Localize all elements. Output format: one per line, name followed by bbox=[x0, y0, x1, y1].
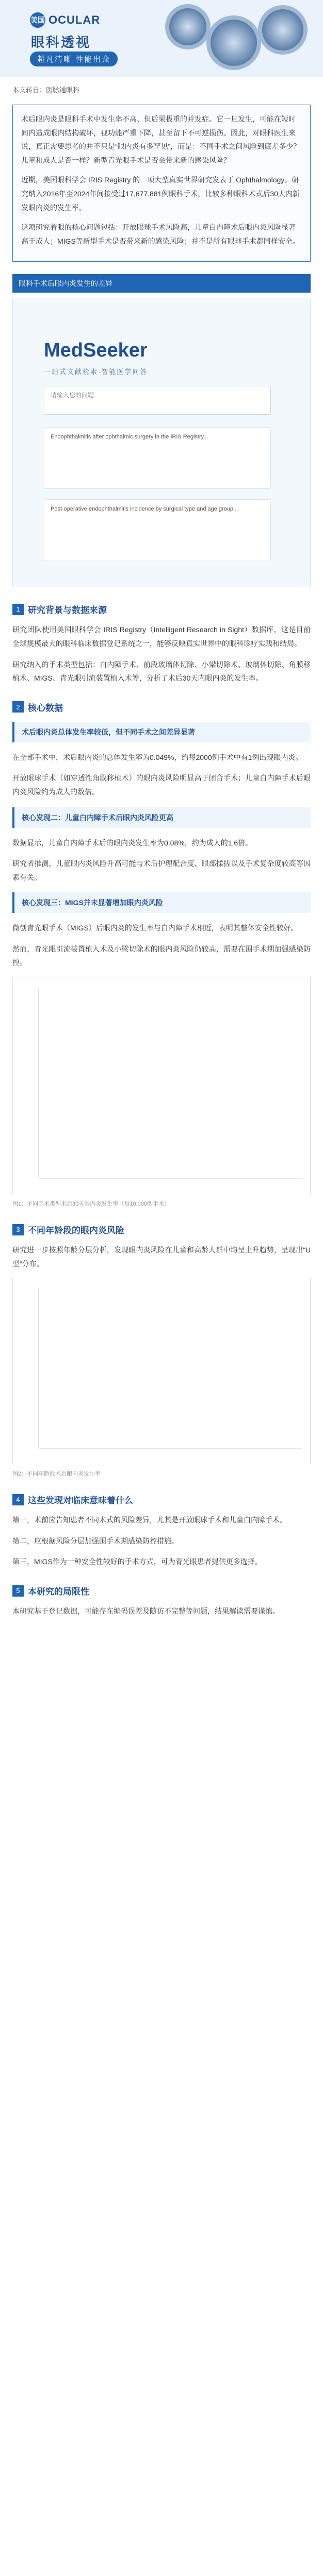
body-paragraph: 研究者推测，儿童眼内炎风险升高可能与术后护理配合度、眼部揉搓以及手术复杂度较高等因素有关。 bbox=[12, 859, 311, 882]
section-number: 5 bbox=[12, 1585, 24, 1597]
section-number: 2 bbox=[12, 701, 24, 713]
figure-caption: 图1：不同手术类型术后30天眼内炎发生率（每10,000例手术） bbox=[12, 1201, 170, 1208]
section-number: 3 bbox=[12, 1224, 24, 1235]
section-title: 这些发现对临床意味着什么 bbox=[28, 1496, 133, 1506]
body-paragraph: 第一，术前应告知患者不同术式的风险差异，尤其是开放眼球手术和儿童白内障手术。 bbox=[12, 1516, 287, 1524]
body-paragraph: 研究纳入的手术类型包括：白内障手术、前段玻璃体切除、小梁切除术、玻璃体切除、角膜移植术、MIGS、青光眼引流装置植入术等，分析了术后30天内眼内炎的发生率。 bbox=[12, 660, 311, 683]
medseeker-ad[interactable] bbox=[12, 298, 311, 587]
body-paragraph: 研究团队使用美国眼科学会 IRIS Registry（Intelligent Research in Sight）数据库，这是目前全球规模最大的眼科临床数据登记系统之一，能够反映真实世界中的眼科诊疗实践和结局。 bbox=[12, 625, 311, 648]
brand-logo bbox=[30, 12, 100, 28]
medseeker-logo: MedSeeker bbox=[44, 340, 148, 362]
figure-1 bbox=[12, 977, 311, 1194]
section-heading bbox=[12, 701, 311, 714]
section-title: 核心数据 bbox=[28, 703, 63, 713]
figure-1-chart bbox=[13, 977, 310, 1194]
medseeker-card[interactable]: Post-operative endophthalmitis incidence by surgical type and age group... bbox=[44, 499, 271, 561]
section-title: 不同年龄段的眼内炎风险 bbox=[28, 1226, 124, 1236]
lens-image bbox=[258, 5, 308, 55]
medseeker-tagline: 一站式文献检索·智能医学问答 bbox=[44, 368, 148, 376]
body-paragraph: 在全部手术中，术后眼内炎的总体发生率为0.049%，约每2000例手术中有1例出现眼内炎。 bbox=[12, 753, 303, 761]
logo-mark: 美国 bbox=[30, 12, 45, 28]
section-number: 4 bbox=[12, 1494, 24, 1505]
body-paragraph: 第二，应根据风险分层加强围手术期感染防控措施。 bbox=[12, 1536, 179, 1545]
header-banner bbox=[0, 0, 323, 77]
intro-box bbox=[12, 105, 311, 262]
header-slogan: 超凡清晰 性能出众 bbox=[30, 52, 118, 66]
intro-paragraph: 这项研究着眼的核心问题包括：开放眼球手术风险高，儿童白内障术后眼内炎风险显著高于成人；MIGS等新型手术是否带来新的感染风险；并不是所有眼球手术都同样安全。 bbox=[21, 223, 300, 245]
lens-image bbox=[165, 4, 211, 49]
source-line: 本文转自：医脉通眼科 bbox=[12, 86, 80, 94]
section-heading bbox=[12, 1223, 311, 1236]
body-paragraph: 数据显示，儿童白内障手术后的眼内炎发生率为0.08%，约为成人的1.6倍。 bbox=[12, 838, 253, 847]
medseeker-card[interactable]: Endophthalmitis after ophthalmic surgery in the IRIS Registry... bbox=[44, 427, 271, 489]
section-heading bbox=[12, 1493, 311, 1506]
section-banner: 眼科手术后眼内炎发生的差异 bbox=[12, 274, 311, 293]
section-number: 1 bbox=[12, 604, 24, 615]
lens-image bbox=[206, 15, 261, 70]
figure-2 bbox=[12, 1278, 311, 1464]
body-paragraph: 开放眼球手术（如穿透性角膜移植术）的眼内炎风险明显高于闭合手术；儿童白内障手术后眼内炎风险约为成人的数倍。 bbox=[12, 774, 311, 796]
finding-callout: 核心发现三：MIGS并未显著增加眼内炎风险 bbox=[12, 892, 311, 913]
body-paragraph: 微创青光眼手术（MIGS）后眼内炎的发生率与白内障手术相近，表明其整体安全性较好。 bbox=[12, 924, 298, 933]
brand-name: OCULAR bbox=[49, 13, 101, 26]
body-paragraph: 然而，青光眼引流装置植入术及小梁切除术的眼内炎风险仍较高，需要在围手术期加强感染防控。 bbox=[12, 944, 311, 967]
section-title: 本研究的局限性 bbox=[28, 1587, 89, 1597]
body-paragraph: 第三，MIGS作为一种安全性较好的手术方式，可为青光眼患者提供更多选择。 bbox=[12, 1557, 262, 1566]
body-paragraph: 本研究基于登记数据，可能存在编码误差及随访不完整等问题，结果解读需要谨慎。 bbox=[12, 1607, 280, 1616]
header-subtitle: 眼科透视 bbox=[31, 35, 91, 50]
finding-callout: 术后眼内炎总体发生率较低，但不同手术之间差异显著 bbox=[12, 722, 311, 742]
section-heading bbox=[12, 1584, 311, 1597]
figure-2-chart bbox=[13, 1278, 310, 1464]
finding-callout: 核心发现二：儿童白内障手术后眼内炎风险更高 bbox=[12, 807, 311, 828]
figure-caption: 图2：不同年龄段术后眼内炎发生率 bbox=[12, 1471, 101, 1478]
medseeker-search-input[interactable]: 请输入您的问题 bbox=[44, 386, 271, 415]
section-title: 研究背景与数据来源 bbox=[28, 605, 107, 616]
section-heading bbox=[12, 603, 311, 616]
intro-paragraph: 近期，美国眼科学会 IRIS Registry 的一项大型真实世界研究发表于 Ophthalmology。研究纳入2016年至2024年间接受过17,677,881例眼科手术，比较多种眼科术式后30天内新发眼内炎的发生率。 bbox=[21, 176, 300, 212]
intro-paragraph: 术后眼内炎是眼科手术中发生率不高、但后果极重的并发症。它一旦发生，可能在短时间内造成眼内结构破坏，视功能严重下降，甚至留下不可逆损伤。因此，对眼科医生来说，真正需要思考的并不只是“眼内炎有多罕见”，而是：不同手术之间风险到底差多少？儿童和成人是否一样？新型青光眼手术是否会带来新的感染风险？ bbox=[21, 115, 301, 164]
body-paragraph: 研究进一步按照年龄分层分析，发现眼内炎风险在儿童和高龄人群中均呈上升趋势，呈现出“U型”分布。 bbox=[12, 1246, 311, 1268]
